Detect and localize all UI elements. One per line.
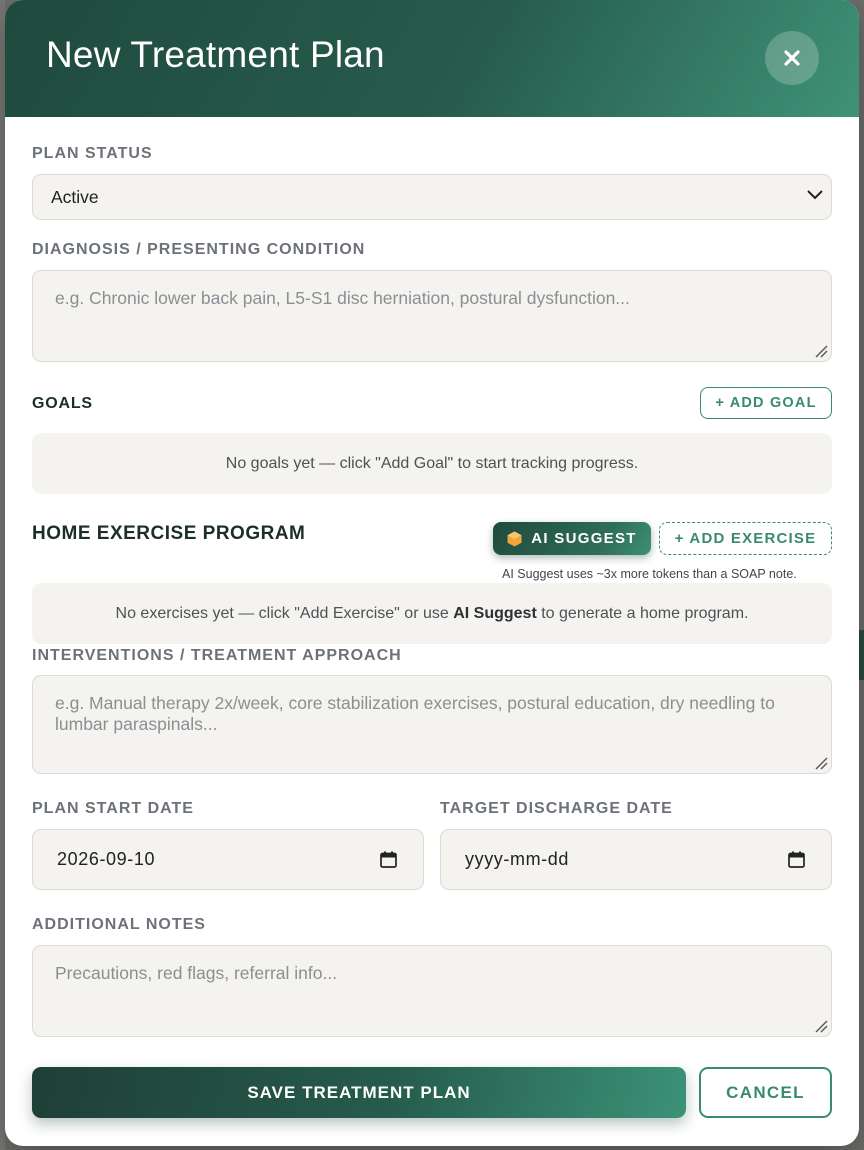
- interventions-label: INTERVENTIONS / TREATMENT APPROACH: [32, 647, 402, 664]
- calendar-icon[interactable]: [788, 851, 805, 868]
- start-date-value: 2026-09-10: [57, 849, 156, 869]
- close-button[interactable]: [765, 31, 819, 85]
- modal-title: New Treatment Plan: [46, 34, 385, 75]
- resize-grip-icon[interactable]: [814, 756, 828, 770]
- calendar-icon[interactable]: [380, 851, 397, 868]
- plan-status-label: PLAN STATUS: [32, 145, 153, 162]
- exercises-empty-state: [32, 583, 832, 644]
- modal-header: [5, 0, 859, 117]
- plan-status-select[interactable]: [32, 174, 832, 220]
- exercises-empty-text-bold: AI Suggest: [453, 605, 537, 622]
- diagnosis-textarea[interactable]: [32, 270, 832, 362]
- notes-textarea[interactable]: [32, 945, 832, 1037]
- treatment-plan-modal: [5, 0, 859, 1146]
- chevron-down-icon: [807, 189, 823, 201]
- add-goal-button[interactable]: + ADD GOAL: [700, 387, 832, 419]
- exercises-empty-text-suffix: to generate a home program.: [536, 605, 749, 622]
- plan-status-value: Active: [51, 186, 99, 207]
- diagnosis-placeholder: e.g. Chronic lower back pain, L5-S1 disc herniation, postural dysfunction...: [55, 288, 630, 308]
- hexagon-icon: [507, 531, 522, 547]
- exercises-empty-text-prefix: No exercises yet — click "Add Exercise" or use: [115, 605, 454, 622]
- resize-grip-icon[interactable]: [814, 1019, 828, 1033]
- interventions-textarea[interactable]: [32, 675, 832, 774]
- close-icon: [783, 49, 801, 67]
- ai-suggest-button[interactable]: [493, 522, 651, 555]
- backdrop-right: [859, 630, 864, 680]
- home-exercise-heading: HOME EXERCISE PROGRAM: [32, 523, 306, 544]
- resize-grip-icon[interactable]: [814, 344, 828, 358]
- interventions-placeholder: e.g. Manual therapy 2x/week, core stabilization exercises, postural education, dry needling to lumbar paraspinals...: [55, 693, 775, 734]
- cancel-button[interactable]: CANCEL: [699, 1067, 832, 1118]
- goals-empty-text: No goals yet — click "Add Goal" to start tracking progress.: [225, 455, 639, 472]
- goals-heading: GOALS: [32, 395, 93, 412]
- notes-placeholder: Precautions, red flags, referral info...: [55, 963, 338, 983]
- discharge-date-input[interactable]: [440, 829, 832, 890]
- notes-label: ADDITIONAL NOTES: [32, 916, 206, 933]
- start-date-input[interactable]: [32, 829, 424, 890]
- diagnosis-label: DIAGNOSIS / PRESENTING CONDITION: [32, 241, 366, 258]
- ai-suggest-note: AI Suggest uses ~3x more tokens than a SOAP note.: [502, 567, 797, 581]
- add-exercise-button[interactable]: + ADD EXERCISE: [659, 522, 832, 555]
- save-treatment-plan-button[interactable]: SAVE TREATMENT PLAN: [32, 1067, 686, 1118]
- goals-empty-state: [32, 433, 832, 494]
- discharge-date-placeholder: yyyy-mm-dd: [465, 849, 569, 869]
- ai-suggest-label: AI SUGGEST: [531, 530, 637, 547]
- discharge-date-label: TARGET DISCHARGE DATE: [440, 800, 673, 817]
- start-date-label: PLAN START DATE: [32, 800, 194, 817]
